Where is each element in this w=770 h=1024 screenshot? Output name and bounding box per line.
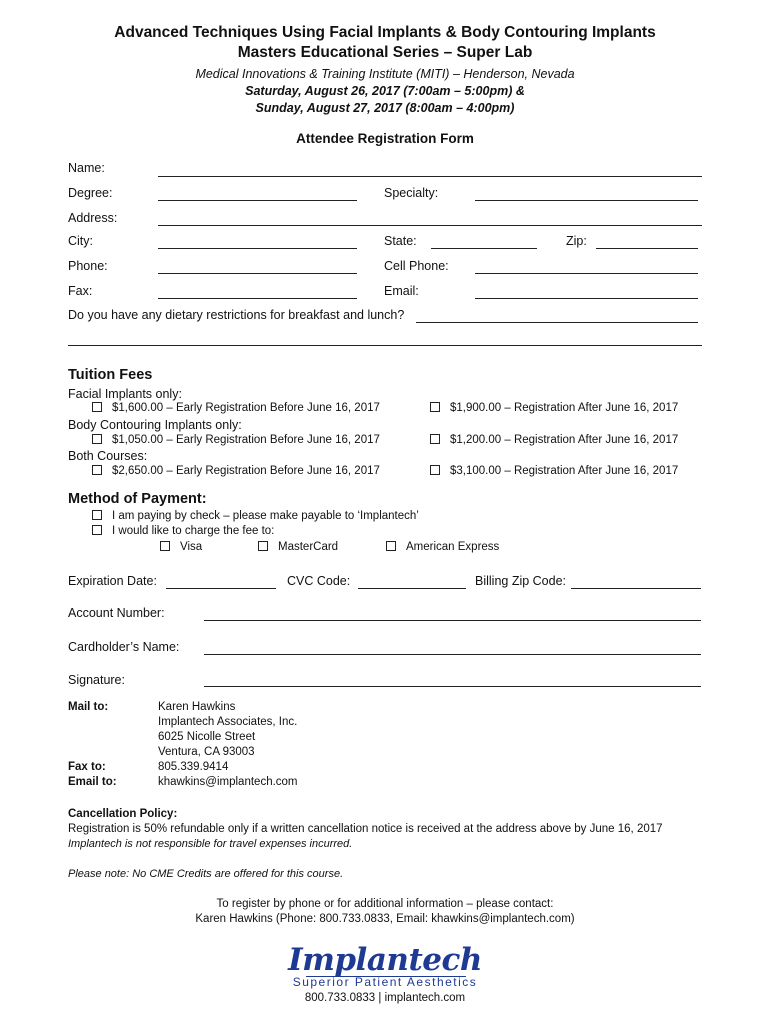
name-input-line[interactable] [158, 176, 702, 177]
date-line1: Saturday, August 26, 2017 (7:00am – 5:00pm) & [245, 84, 525, 98]
dietary-question: Do you have any dietary restrictions for breakfast and lunch? [68, 308, 405, 322]
cme-note: Please note: No CME Credits are offered for this course. [68, 868, 344, 880]
fee-option-facial-early[interactable]: $1,600.00 – Early Registration Before June 16, 2017 [92, 402, 380, 414]
signature-label: Signature: [68, 673, 125, 687]
cardholder-input-line[interactable] [204, 654, 701, 655]
checkbox-icon[interactable] [430, 402, 440, 412]
dietary-input-line-2[interactable] [68, 345, 702, 346]
checkbox-icon[interactable] [430, 434, 440, 444]
billing-zip-input-line[interactable] [571, 588, 701, 589]
fee-option-facial-late[interactable]: $1,900.00 – Registration After June 16, 2017 [430, 402, 678, 414]
checkbox-icon[interactable] [92, 402, 102, 412]
phone-input-line[interactable] [158, 273, 357, 274]
logo-tagline: Superior Patient Aesthetics [292, 975, 478, 989]
signature-input-line[interactable] [204, 686, 701, 687]
dietary-input-line[interactable] [416, 322, 698, 323]
zip-label: Zip: [566, 234, 587, 248]
account-number-input-line[interactable] [204, 620, 701, 621]
mail-name: Karen Hawkins [158, 701, 236, 713]
cvc-input-line[interactable] [358, 588, 466, 589]
city-input-line[interactable] [158, 248, 357, 249]
date-line2: Sunday, August 27, 2017 (8:00am – 4:00pm) [255, 101, 515, 115]
email-to-label: Email to: [68, 776, 117, 788]
zip-input-line[interactable] [596, 248, 698, 249]
card-option-visa[interactable]: Visa [160, 541, 202, 553]
specialty-input-line[interactable] [475, 200, 698, 201]
fax-input-line[interactable] [158, 298, 357, 299]
body-contouring-label: Body Contouring Implants only: [68, 418, 242, 432]
facial-implants-label: Facial Implants only: [68, 387, 182, 401]
checkbox-icon[interactable] [92, 434, 102, 444]
fax-to-label: Fax to: [68, 761, 106, 773]
city-label: City: [68, 234, 93, 248]
contact-line2: Karen Hawkins (Phone: 800.733.0833, Email: khawkins@implantech.com) [195, 913, 575, 925]
fee-option-body-late[interactable]: $1,200.00 – Registration After June 16, 2017 [430, 434, 678, 446]
mail-city: Ventura, CA 93003 [158, 746, 255, 758]
state-label: State: [384, 234, 417, 248]
payment-option-charge[interactable]: I would like to charge the fee to: [92, 525, 274, 537]
address-input-line[interactable] [158, 225, 702, 226]
fax-number: 805.339.9414 [158, 761, 229, 773]
checkbox-icon[interactable] [430, 465, 440, 475]
checkbox-icon[interactable] [92, 510, 102, 520]
form-title: Attendee Registration Form [296, 131, 474, 146]
payment-heading: Method of Payment: [68, 491, 207, 507]
degree-label: Degree: [68, 186, 113, 200]
cell-phone-input-line[interactable] [475, 273, 698, 274]
institute-line: Medical Innovations & Training Institute (MITI) – Henderson, Nevada [195, 67, 575, 81]
mail-street: 6025 Nicolle Street [158, 731, 256, 743]
checkbox-icon[interactable] [92, 525, 102, 535]
fee-option-body-early[interactable]: $1,050.00 – Early Registration Before June 16, 2017 [92, 434, 380, 446]
cancellation-heading: Cancellation Policy: [68, 808, 178, 820]
email-label: Email: [384, 284, 419, 298]
expiration-input-line[interactable] [166, 588, 276, 589]
implantech-logo [0, 942, 770, 978]
logo-wordmark: Implantech [288, 942, 482, 978]
cell-phone-label: Cell Phone: [384, 259, 449, 273]
contact-line1: To register by phone or for additional information – please contact: [216, 898, 554, 910]
checkbox-icon[interactable] [258, 541, 268, 551]
billing-zip-label: Billing Zip Code: [475, 574, 567, 588]
mail-company: Implantech Associates, Inc. [158, 716, 298, 728]
document-title-line2: Masters Educational Series – Super Lab [237, 44, 533, 61]
card-option-amex[interactable]: American Express [386, 541, 499, 553]
checkbox-icon[interactable] [160, 541, 170, 551]
document-title-line1: Advanced Techniques Using Facial Implants & Body Contouring Implants [114, 24, 656, 41]
specialty-label: Specialty: [384, 186, 439, 200]
expiration-label: Expiration Date: [68, 574, 157, 588]
payment-option-check[interactable]: I am paying by check – please make payable to ‘Implantech’ [92, 510, 419, 522]
card-option-mastercard[interactable]: MasterCard [258, 541, 338, 553]
checkbox-icon[interactable] [92, 465, 102, 475]
travel-note: Implantech is not responsible for travel expenses incurred. [68, 838, 353, 850]
degree-input-line[interactable] [158, 200, 357, 201]
checkbox-icon[interactable] [386, 541, 396, 551]
email-input-line[interactable] [475, 298, 698, 299]
state-input-line[interactable] [431, 248, 537, 249]
cvc-label: CVC Code: [287, 574, 351, 588]
phone-label: Phone: [68, 259, 108, 273]
fax-label: Fax: [68, 284, 93, 298]
cardholder-label: Cardholder’s Name: [68, 640, 180, 654]
both-courses-label: Both Courses: [68, 449, 148, 463]
cancellation-text: Registration is 50% refundable only if a written cancellation notice is received at the address above by June 16, 2017 [68, 823, 663, 835]
name-label: Name: [68, 161, 105, 175]
fee-option-both-late[interactable]: $3,100.00 – Registration After June 16, 2017 [430, 465, 678, 477]
footer-contact: 800.733.0833 | implantech.com [304, 992, 466, 1004]
address-label: Address: [68, 211, 118, 225]
email-address: khawkins@implantech.com [158, 776, 298, 788]
mail-to-label: Mail to: [68, 701, 109, 713]
fee-option-both-early[interactable]: $2,650.00 – Early Registration Before June 16, 2017 [92, 465, 380, 477]
tuition-heading: Tuition Fees [68, 367, 153, 383]
account-number-label: Account Number: [68, 606, 165, 620]
